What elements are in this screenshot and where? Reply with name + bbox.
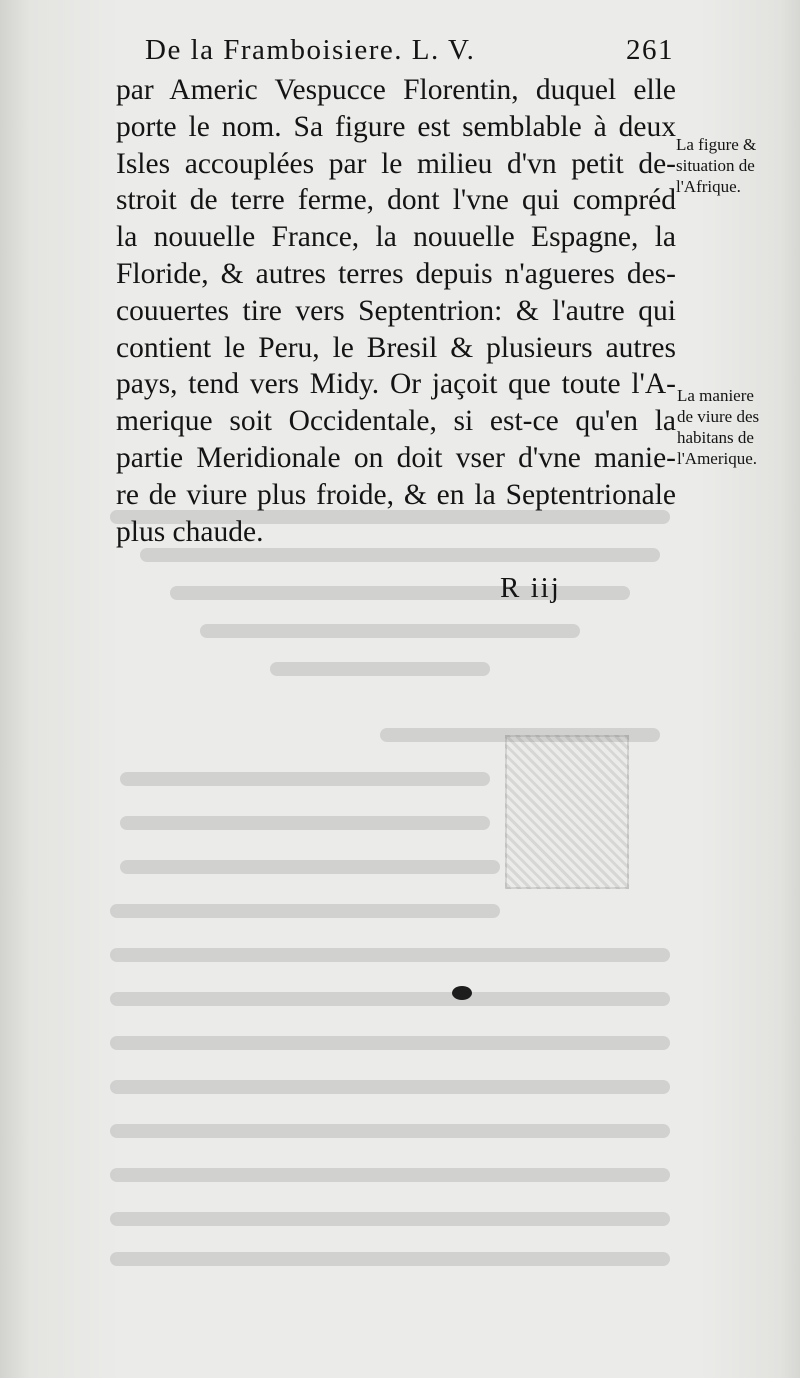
margin-note-line: La figure & — [676, 135, 757, 154]
text-line: stroit de terre ferme, dont l'vne qui compréd — [116, 184, 676, 217]
text-line: plus chaude. — [116, 515, 264, 548]
margin-note-line: habitans de — [677, 428, 754, 447]
ghost-initial-ornament — [505, 735, 629, 889]
running-head-title: De la Framboisiere. L. V. — [145, 34, 476, 66]
text-line: Isles accouplées par le milieu d'vn petit de- — [116, 147, 676, 180]
signature-mark: R iij — [500, 572, 561, 604]
text-line: re de viure plus froide, & en la Septentrionale — [116, 478, 676, 511]
margin-note-line: situation de — [676, 156, 755, 175]
text-line: la nouuelle France, la nouuelle Espagne, la — [116, 221, 676, 254]
text-line: partie Meridionale on doit vser d'vne manie- — [116, 441, 676, 474]
text-line: pays, tend vers Midy. Or jaçoit que toute l'A- — [116, 368, 676, 401]
text-line: contient le Peru, le Bresil & plusieurs autres — [116, 331, 676, 364]
text-line: couuertes tire vers Septentrion: & l'autre qui — [116, 294, 676, 327]
margin-note-line: de viure des — [677, 407, 760, 426]
page-number: 261 — [626, 34, 674, 66]
margin-note-maniere — [677, 385, 759, 469]
text-line: Floride, & autres terres depuis n'agueres des- — [116, 257, 676, 290]
text-line: porte le nom. Sa figure est semblable à deux — [116, 110, 676, 143]
margin-note-line: l'Amerique. — [677, 449, 758, 468]
running-head — [145, 34, 674, 67]
margin-note-figure — [676, 134, 756, 197]
margin-note-line: La maniere — [677, 386, 754, 405]
margin-note-line: l'Afrique. — [676, 177, 741, 196]
text-line: par Americ Vespucce Florentin, duquel elle — [116, 74, 676, 106]
main-text-block — [116, 72, 676, 550]
show-through-verso — [110, 500, 700, 1280]
text-line: merique soit Occidentale, si est-ce qu'en la — [116, 405, 676, 438]
ink-blot — [452, 986, 472, 1000]
